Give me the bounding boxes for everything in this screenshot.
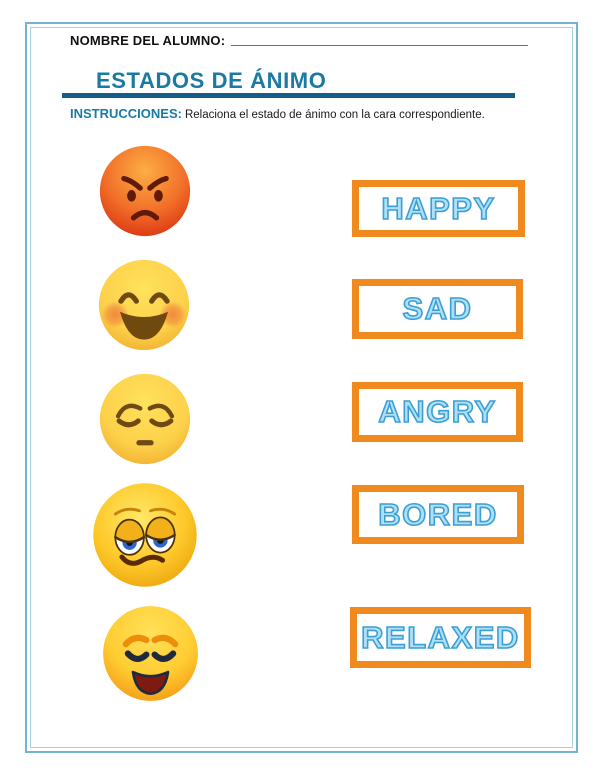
word-box-sad[interactable]	[352, 279, 523, 339]
relaxed-face-icon	[99, 602, 202, 705]
word-box-relaxed[interactable]	[350, 607, 531, 668]
word-label-angry: ANGRY	[378, 394, 497, 429]
word-label-sad: SAD	[402, 291, 473, 326]
happy-face-icon	[96, 257, 192, 353]
word-label-bored: BORED	[378, 496, 498, 532]
word-label-happy: HAPPY	[381, 190, 496, 226]
word-label-relaxed: RELAXED	[361, 619, 520, 655]
face-item-sad[interactable]	[97, 371, 193, 467]
word-box-bored[interactable]	[352, 485, 524, 544]
face-item-bored[interactable]	[90, 480, 200, 590]
instructions-text: Relaciona el estado de ánimo con la cara correspondiente.	[184, 109, 485, 121]
title-underline-rule	[62, 93, 515, 98]
bored-face-icon	[90, 480, 200, 590]
face-item-angry[interactable]	[97, 143, 193, 239]
face-item-happy[interactable]	[96, 257, 192, 353]
student-name-row	[70, 33, 528, 48]
instructions-label: INSTRUCCIONES:	[70, 106, 182, 121]
word-box-happy[interactable]	[352, 180, 525, 237]
instructions	[70, 105, 540, 123]
face-item-relaxed[interactable]	[99, 602, 202, 705]
word-box-angry[interactable]	[352, 382, 523, 442]
sad-face-icon	[97, 371, 193, 467]
angry-face-icon	[97, 143, 193, 239]
student-name-blank-line[interactable]	[231, 44, 528, 46]
student-name-label: NOMBRE DEL ALUMNO:	[70, 33, 226, 48]
page-title: ESTADOS DE ÁNIMO	[96, 68, 327, 93]
